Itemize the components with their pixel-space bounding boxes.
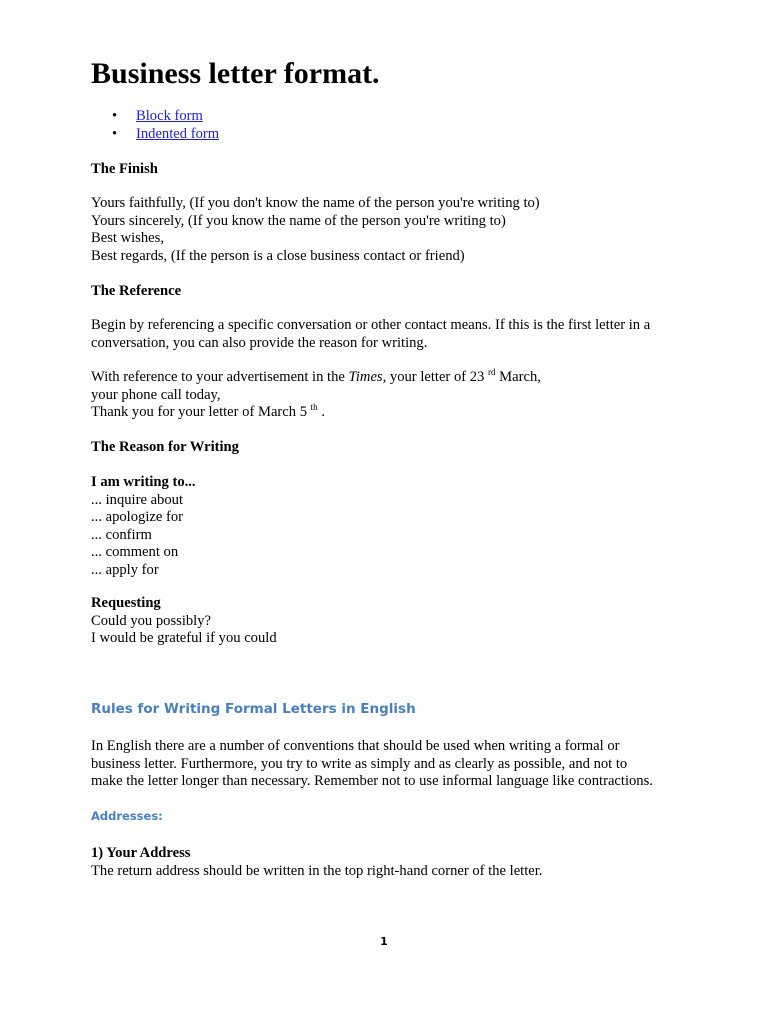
reference-intro-line: Begin by referencing a specific conversation or other contact means. If this is the first letter in a — [91, 317, 651, 333]
block-form-link[interactable]: Block form — [136, 108, 203, 124]
your-address-text: The return address should be written in the top right-hand corner of the letter. — [91, 862, 543, 879]
rules-line: In English there are a number of conventions that should be used when writing a formal or — [91, 738, 620, 754]
reference-examples — [91, 369, 691, 422]
your-address-block — [91, 845, 691, 880]
document-title: Business letter format. — [91, 57, 380, 90]
requesting-line: Could you possibly? — [91, 612, 211, 629]
indented-form-link[interactable]: Indented form — [136, 126, 220, 142]
format-links-list — [91, 107, 219, 143]
reason-list — [91, 474, 691, 579]
reference-heading: The Reference — [91, 283, 182, 299]
rules-text — [91, 738, 691, 791]
bullet-icon: • — [112, 108, 118, 124]
reason-item: ... apply for — [91, 561, 159, 578]
reference-intro — [91, 317, 691, 352]
rules-line: make the letter longer than necessary. Remember not to use informal language like contractions. — [91, 773, 653, 789]
reference-intro-line: conversation, you can also provide the reason for writing. — [91, 334, 428, 351]
finish-heading: The Finish — [91, 161, 158, 177]
reference-example-1: With reference to your advertisement in the Times, your letter of 23 $^{rd}$ March, — [91, 367, 541, 385]
your-address-heading: 1) Your Address — [91, 845, 191, 861]
bullet-icon: • — [112, 126, 118, 142]
requesting-heading: Requesting — [91, 595, 161, 611]
reason-item: ... apologize for — [91, 509, 183, 525]
reason-item: ... comment on — [91, 544, 179, 560]
finish-line: Best regards, (If the person is a close business contact or friend) — [91, 247, 465, 264]
requesting-line: I would be grateful if you could — [91, 630, 277, 646]
finish-line: Best wishes, — [91, 230, 164, 246]
rules-line: business letter. Furthermore, you try to write as simply and as clearly as possible, and not to — [91, 755, 628, 772]
reason-subheading: I am writing to... — [91, 474, 196, 490]
rules-heading: Rules for Writing Formal Letters in English — [91, 701, 416, 717]
reason-heading: The Reason for Writing — [91, 439, 239, 455]
reason-item: ... confirm — [91, 526, 152, 543]
finish-line: Yours sincerely, (If you know the name of the person you're writing to) — [91, 212, 506, 229]
reference-example-2: your phone call today, — [91, 386, 221, 403]
finish-line: Yours faithfully, (If you don't know the name of the person you're writing to) — [91, 195, 540, 211]
page-number: 1 — [380, 935, 388, 948]
list-item-indented-form — [91, 125, 219, 143]
reference-example-3: Thank you for your letter of March 5 $^{th}$ . — [91, 402, 325, 420]
finish-lines — [91, 195, 691, 265]
list-item-block-form — [91, 107, 219, 125]
requesting-block — [91, 595, 691, 648]
reason-item: ... inquire about — [91, 491, 184, 508]
addresses-heading: Addresses: — [91, 809, 163, 823]
